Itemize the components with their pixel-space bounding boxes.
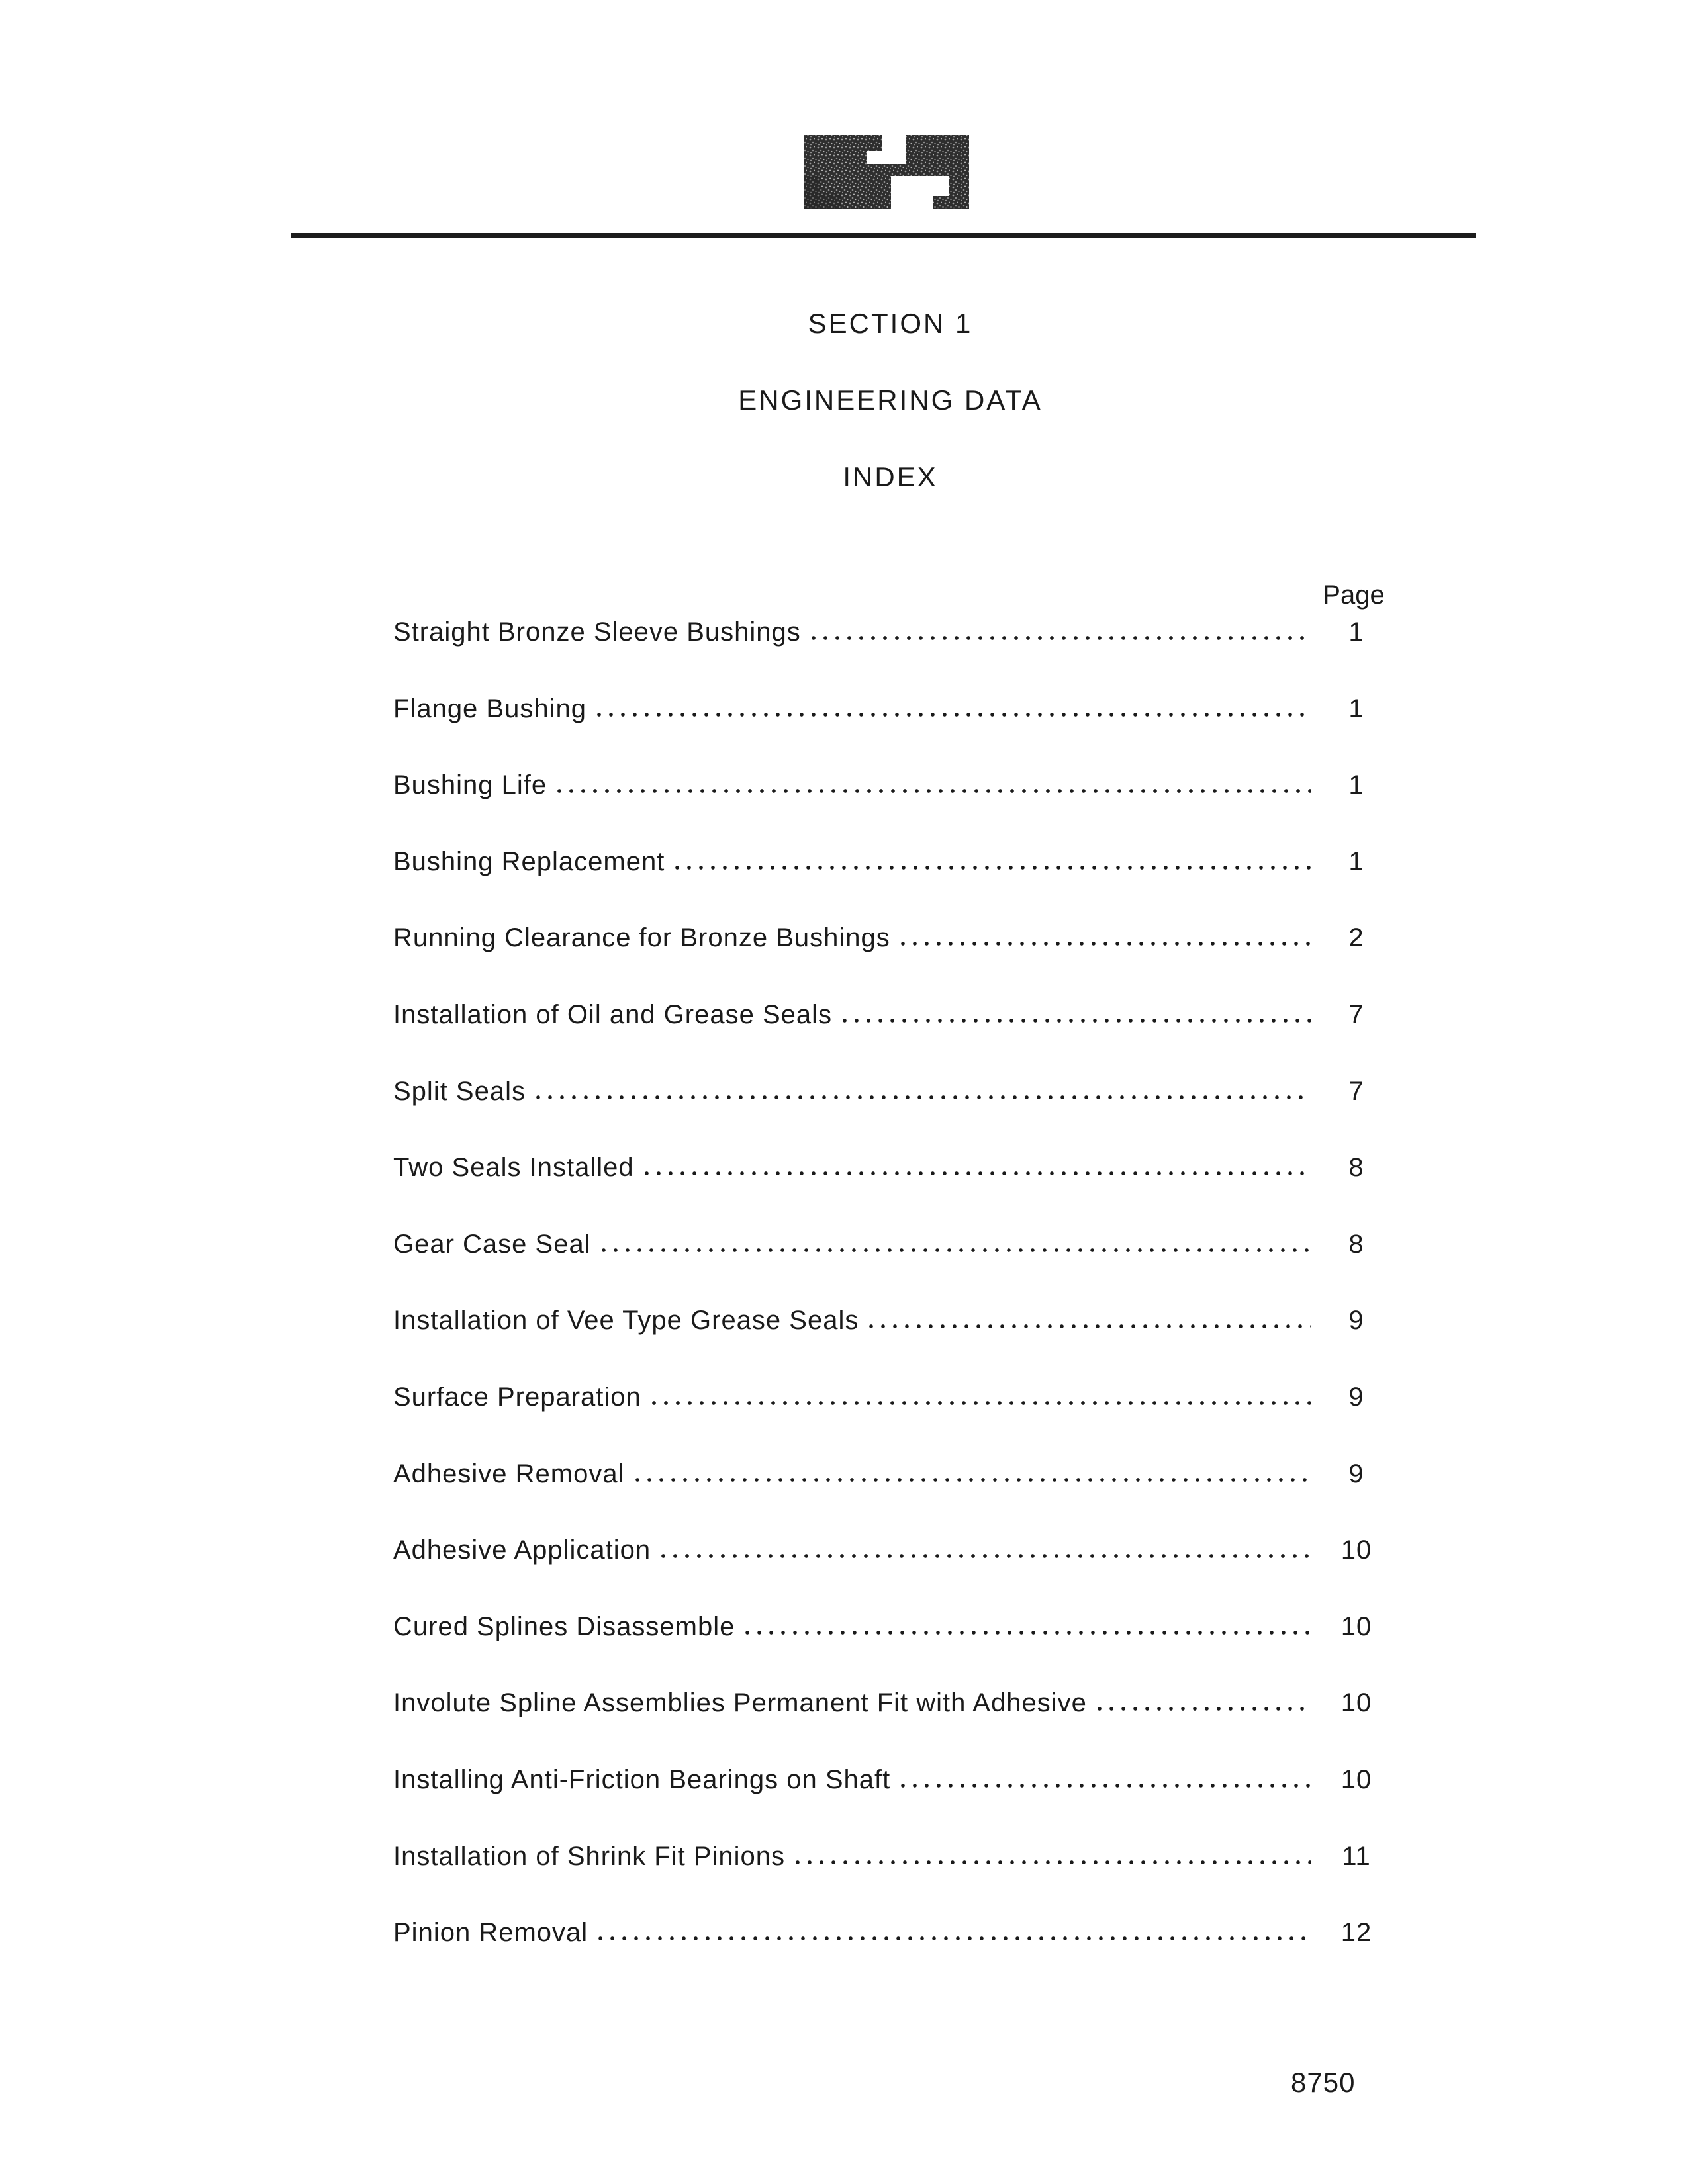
toc-entry [393, 1151, 1393, 1228]
dot-leader [632, 1457, 1311, 1482]
dot-leader [808, 615, 1311, 641]
toc-entry-page: 1 [1348, 617, 1364, 647]
toc-entry [393, 921, 1393, 998]
toc-entry-page: 10 [1340, 1764, 1372, 1794]
dot-leader [641, 1151, 1311, 1176]
dot-leader [593, 692, 1311, 717]
toc-entry-page: 12 [1340, 1918, 1372, 1948]
company-logo [801, 130, 972, 214]
toc-entry-page: 1 [1348, 770, 1364, 800]
toc-entry [393, 998, 1393, 1075]
toc-entry [393, 1533, 1393, 1610]
toc-entry-title: Split Seals [393, 1076, 526, 1106]
toc-entry [393, 845, 1393, 922]
toc-entry-page: 10 [1340, 1688, 1372, 1718]
toc-entry-page: 7 [1348, 999, 1364, 1029]
toc-entry-page: 10 [1340, 1535, 1372, 1565]
toc-entry-page: 7 [1348, 1076, 1364, 1106]
toc-entry-title: Installation of Vee Type Grease Seals [393, 1306, 859, 1336]
dot-leader [553, 768, 1311, 794]
toc-entry-title: Pinion Removal [393, 1918, 588, 1948]
section-title: SECTION 1 [808, 308, 973, 339]
toc-entry-title: Involute Spline Assemblies Permanent Fit with Adhesive [393, 1688, 1087, 1718]
toc-entry [393, 692, 1393, 769]
dot-leader [532, 1075, 1311, 1100]
toc-entry-title: Bushing Life [393, 770, 547, 800]
dot-leader [839, 998, 1311, 1023]
dot-leader [598, 1228, 1311, 1253]
toc-entry [393, 1840, 1393, 1917]
document-number: 8750 [1291, 2067, 1356, 2098]
toc-entry-page: 2 [1348, 923, 1364, 953]
toc-entry [393, 1916, 1393, 1993]
toc-entry [393, 1228, 1393, 1304]
toc-entry-title: Bushing Replacement [393, 846, 665, 876]
dot-leader [594, 1916, 1311, 1941]
toc-entry [393, 615, 1393, 692]
toc-entry-title: Running Clearance for Bronze Bushings [393, 923, 890, 953]
table-of-contents [393, 615, 1393, 1993]
toc-entry-page: 1 [1348, 846, 1364, 876]
dot-leader [897, 1763, 1311, 1788]
toc-entry-page: 10 [1340, 1612, 1372, 1641]
toc-entry-title: Gear Case Seal [393, 1229, 591, 1259]
dot-leader [671, 845, 1311, 870]
toc-entry-title: Installing Anti-Friction Bearings on Shaft [393, 1764, 891, 1794]
toc-entry-title: Cured Splines Disassemble [393, 1612, 735, 1641]
section-subtitle: ENGINEERING DATA [738, 385, 1043, 416]
toc-entry [393, 1075, 1393, 1152]
toc-entry-title: Adhesive Removal [393, 1459, 625, 1488]
dot-leader [657, 1533, 1311, 1559]
toc-entry-title: Surface Preparation [393, 1382, 641, 1412]
toc-entry-title: Installation of Oil and Grease Seals [393, 999, 833, 1029]
toc-entry-title: Adhesive Application [393, 1535, 651, 1565]
toc-entry-page: 9 [1348, 1382, 1364, 1412]
toc-entry-page: 11 [1342, 1841, 1371, 1871]
index-heading: INDEX [843, 461, 938, 492]
toc-entry [393, 1304, 1393, 1381]
toc-entry [393, 1457, 1393, 1534]
toc-entry [393, 1686, 1393, 1763]
header-rule [291, 233, 1476, 238]
toc-entry-title: Installation of Shrink Fit Pinions [393, 1841, 786, 1871]
toc-entry [393, 1610, 1393, 1687]
toc-entry-page: 1 [1348, 694, 1364, 723]
dot-leader [1094, 1686, 1311, 1711]
page-column-label: Page [1323, 580, 1385, 610]
toc-entry-page: 9 [1348, 1306, 1364, 1336]
toc-entry-page: 9 [1348, 1459, 1364, 1488]
toc-entry-title: Straight Bronze Sleeve Bushings [393, 617, 801, 647]
toc-entry [393, 768, 1393, 845]
toc-entry-page: 8 [1348, 1229, 1364, 1259]
toc-entry [393, 1763, 1393, 1840]
toc-entry-page: 8 [1348, 1153, 1364, 1183]
dot-leader [897, 921, 1311, 946]
toc-entry-title: Two Seals Installed [393, 1153, 634, 1183]
toc-entry-title: Flange Bushing [393, 694, 586, 723]
dot-leader [792, 1840, 1311, 1865]
dot-leader [865, 1304, 1311, 1329]
toc-entry [393, 1381, 1393, 1457]
dot-leader [648, 1381, 1311, 1406]
dot-leader [741, 1610, 1311, 1635]
